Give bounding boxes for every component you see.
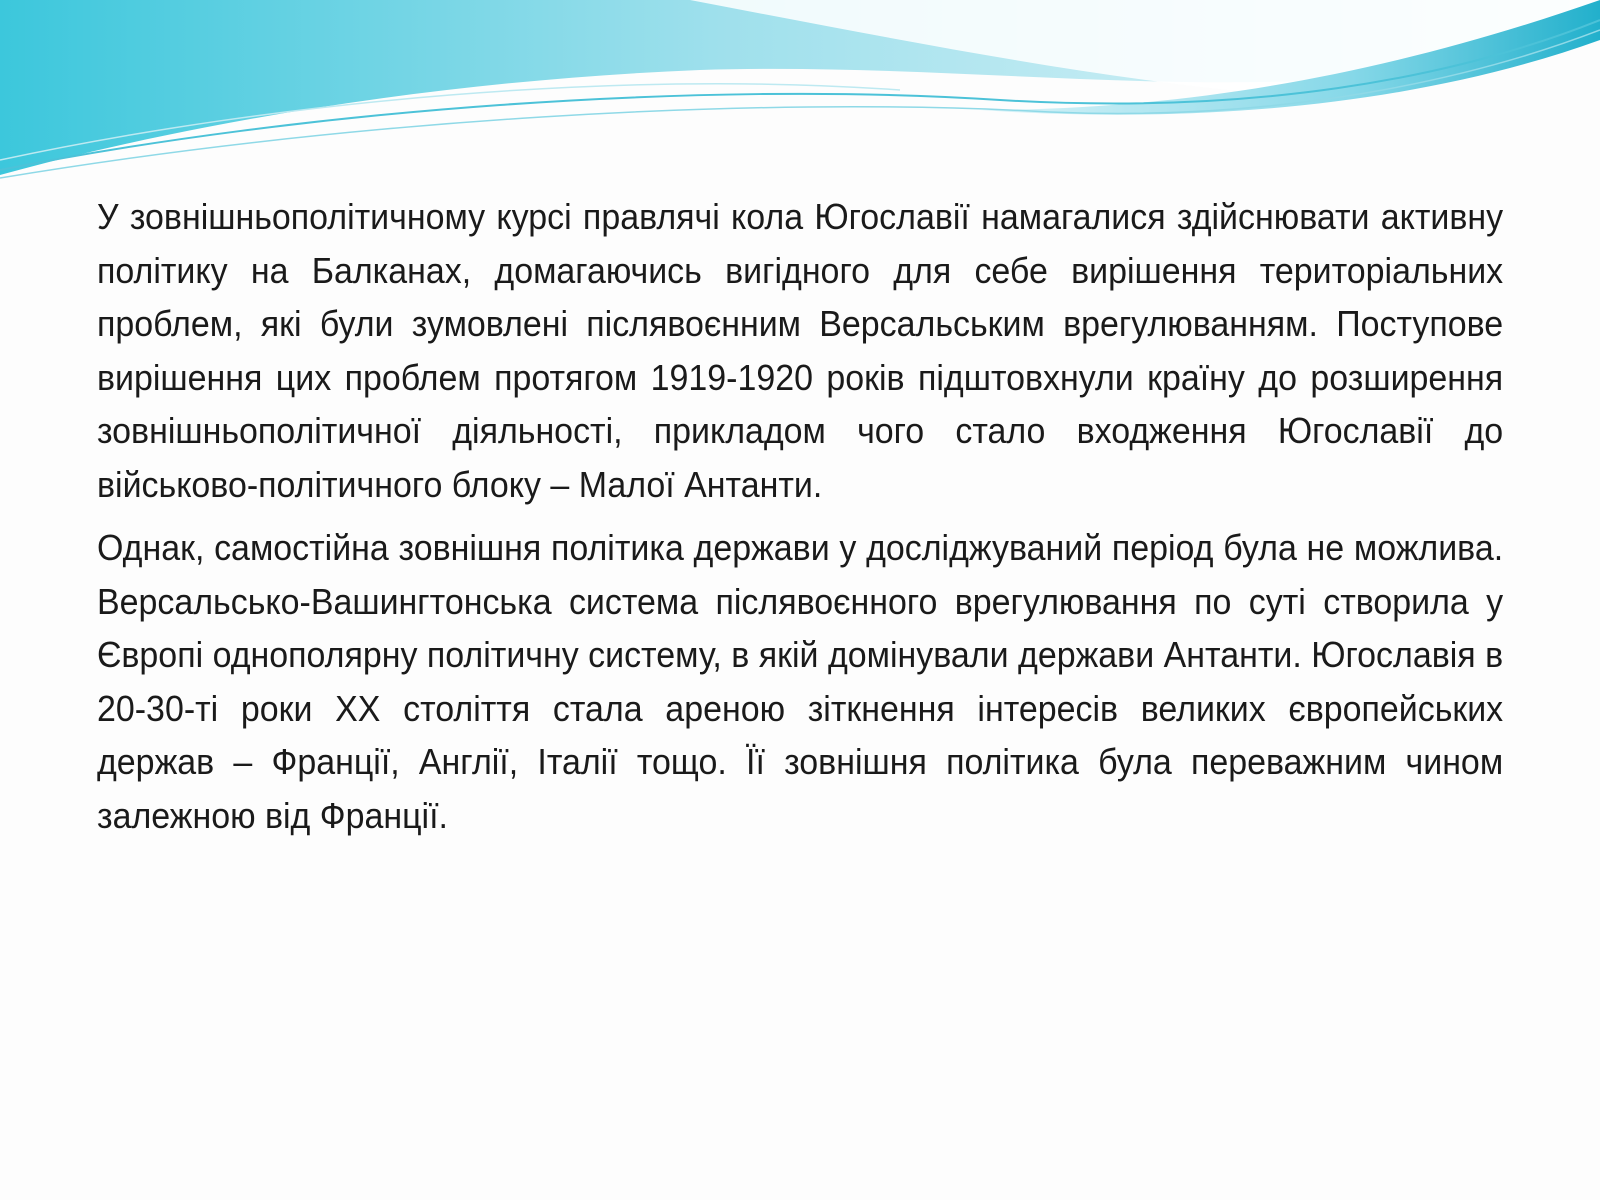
wave-header-decoration [0, 0, 1600, 200]
paragraph-1: У зовнішньополітичному курсі правлячі кола Югославії намагалися здійснювати активну політику на Балканах, домагаючись вигідного для себе вирішення територіальних проблем, які були зумовлені післявоєнним Версальським врегулюванням. Поступове вирішення цих проблем протягом 1919-1920 років підштовхнули країну до розширення зовнішньополітичної діяльності, прикладом чого стало входження Югославії до військово-політичного блоку – Малої Антанти. [97, 196, 1504, 505]
slide-body [97, 190, 1503, 852]
paragraph-2: Однак, самостійна зовнішня політика держави у досліджуваний період була не можлива. Версальсько-Вашингтонська система післявоєнного врегулювання по суті створила у Європі однополярну політичну систему, в якій домінували держави Антанти. Югославія в 20-30-ті роки XX століття стала ареною зіткнення інтересів великих європейських держав – Франції, Англії, Італії тощо. Її зовнішня політика була переважним чином залежною від Франції. [97, 527, 1504, 836]
